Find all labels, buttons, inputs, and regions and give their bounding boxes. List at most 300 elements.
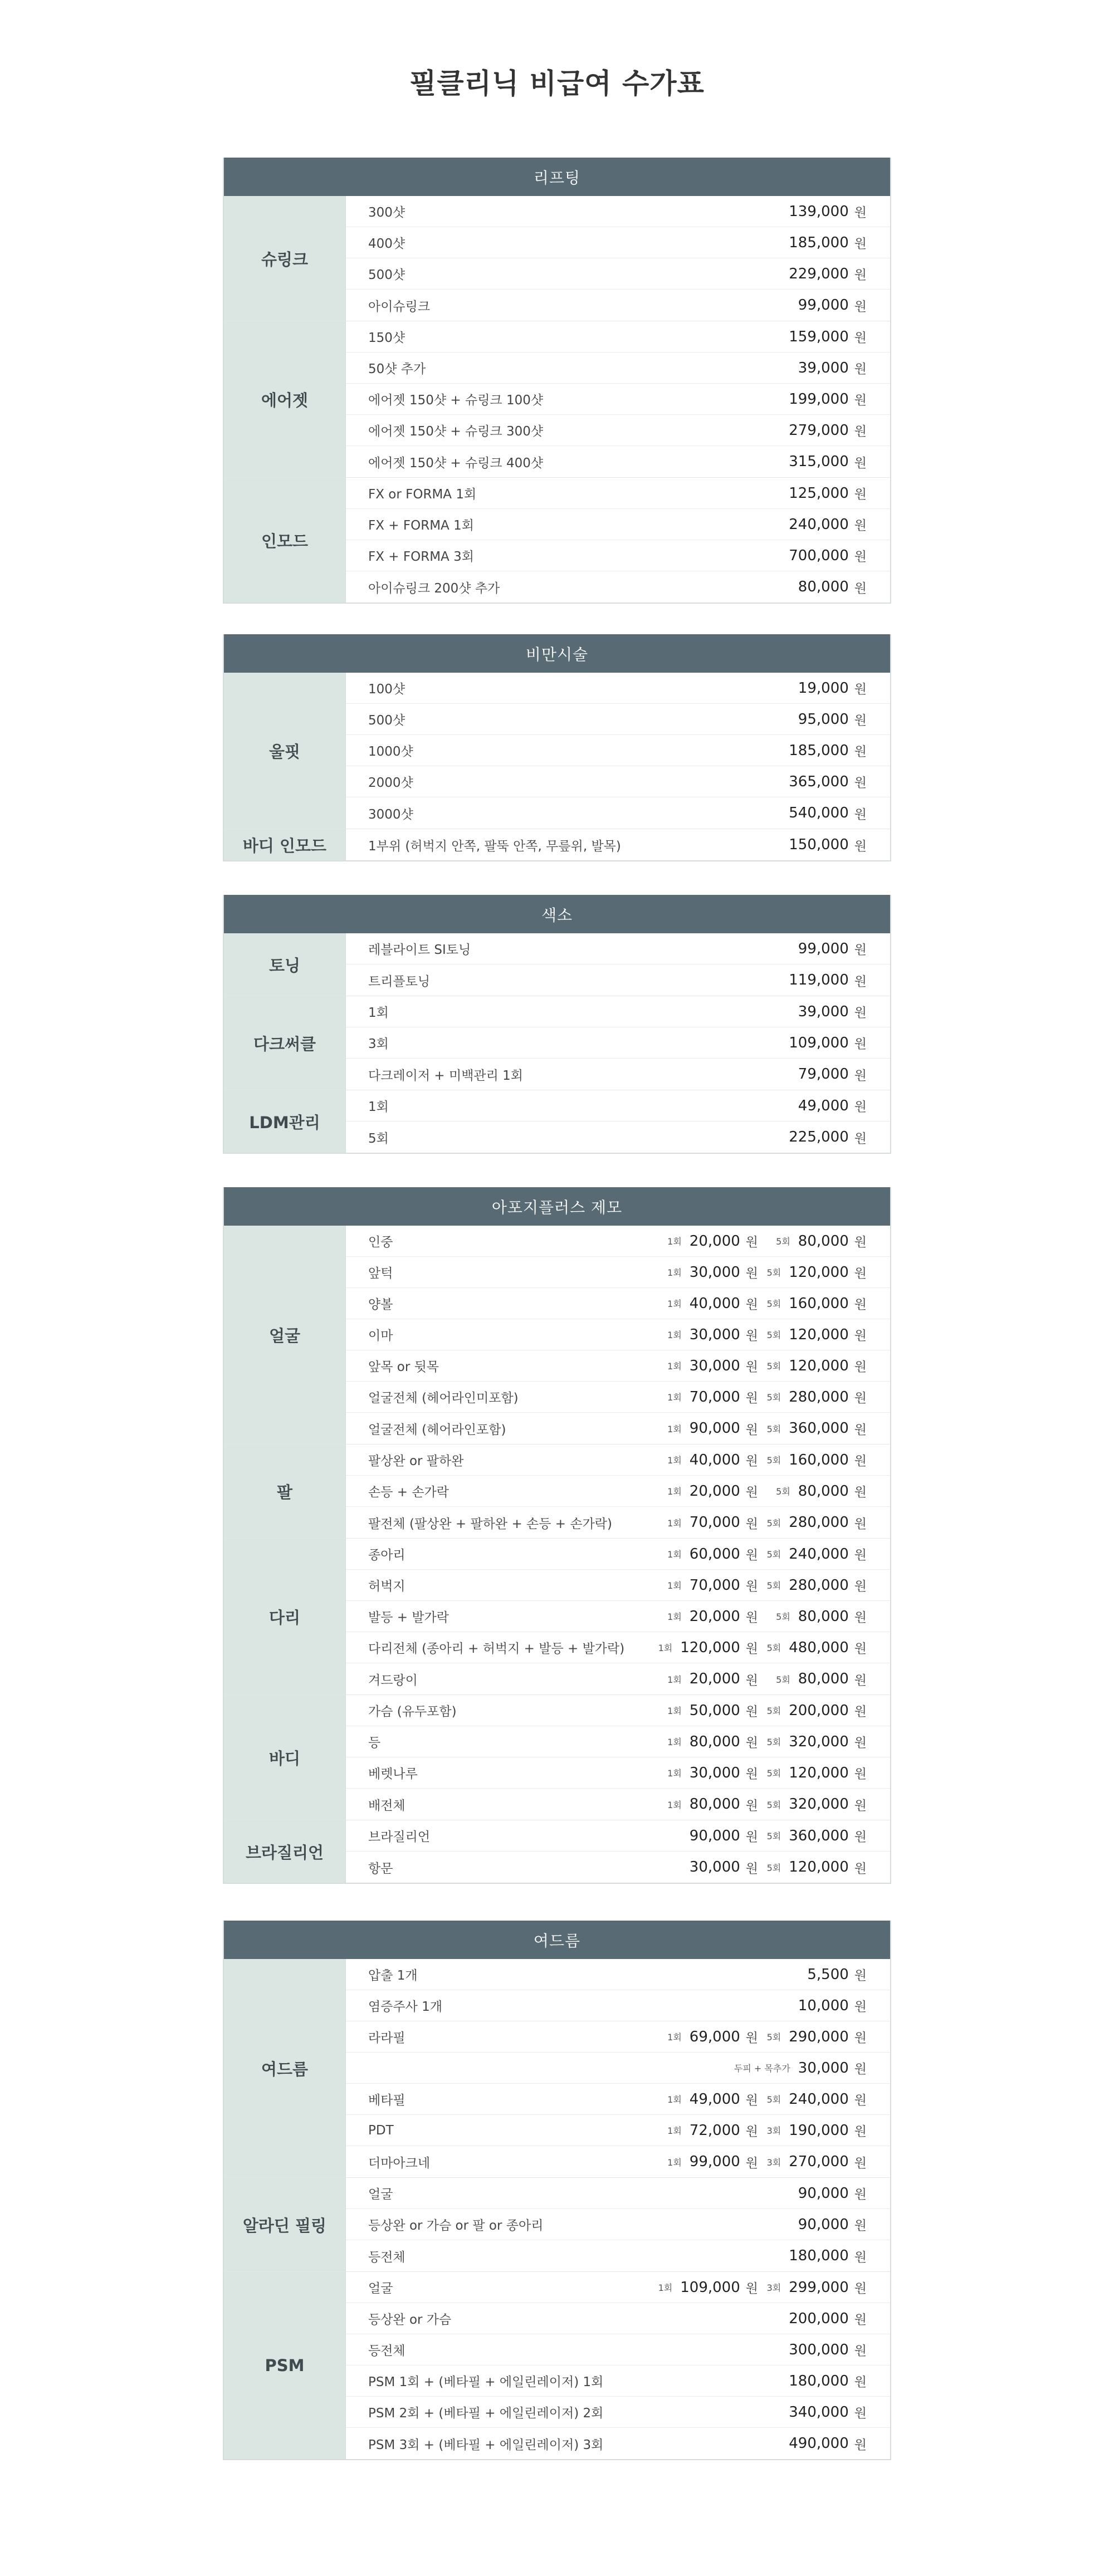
first-price bbox=[658, 1701, 758, 1720]
session-tag: 5회 bbox=[776, 1674, 790, 1685]
currency-unit: 원 bbox=[854, 682, 867, 697]
first-price bbox=[658, 1858, 758, 1877]
first-price bbox=[658, 1545, 758, 1563]
price-row bbox=[346, 766, 890, 797]
second-price bbox=[758, 1388, 867, 1406]
currency-unit: 원 bbox=[854, 1798, 867, 1813]
currency-unit: 원 bbox=[745, 2093, 758, 2108]
item-label: 500샷 bbox=[368, 268, 405, 282]
second-price bbox=[758, 1294, 867, 1313]
first-price bbox=[658, 1576, 758, 1594]
price bbox=[758, 546, 867, 565]
section-header: 비만시술 bbox=[224, 634, 890, 673]
item-label: 겨드랑이 bbox=[368, 1673, 418, 1688]
category-label: 슈링크 bbox=[224, 196, 346, 321]
item-label: 트리플토닝 bbox=[368, 974, 431, 989]
item-label: FX or FORMA 1회 bbox=[368, 487, 477, 502]
price-value: 180,000 bbox=[789, 2247, 849, 2264]
price-value: 200,000 bbox=[789, 2310, 849, 2327]
second-price bbox=[758, 2278, 867, 2296]
category-rows bbox=[346, 321, 890, 477]
price-row bbox=[346, 1601, 890, 1632]
price-value: 185,000 bbox=[789, 742, 849, 759]
category-group bbox=[224, 933, 890, 996]
currency-unit: 원 bbox=[854, 1037, 867, 1051]
currency-unit: 원 bbox=[854, 974, 867, 989]
price-row bbox=[346, 1444, 890, 1476]
price-row bbox=[346, 1539, 890, 1570]
category-rows bbox=[346, 1090, 890, 1153]
second-price bbox=[758, 1482, 867, 1500]
second-price bbox=[758, 1232, 867, 1250]
price bbox=[758, 421, 867, 439]
item-label: 손등 + 손가락 bbox=[368, 1485, 449, 1500]
item-label: 앞턱 bbox=[368, 1266, 393, 1281]
price-value: 80,000 bbox=[798, 1671, 849, 1687]
category-label: 울핏 bbox=[224, 673, 346, 829]
item-label: 1000샷 bbox=[368, 745, 413, 759]
item-label: 염증주사 1개 bbox=[368, 2000, 443, 2014]
currency-unit: 원 bbox=[854, 776, 867, 790]
category-label: 바디 bbox=[224, 1695, 346, 1820]
price-row bbox=[346, 1226, 890, 1257]
item-label: 양볼 bbox=[368, 1297, 393, 1312]
price-value: 99,000 bbox=[798, 940, 849, 957]
price-tables bbox=[223, 158, 891, 2460]
session-tag: 5회 bbox=[766, 1737, 781, 1747]
section-header: 여드름 bbox=[224, 1921, 890, 1959]
price bbox=[758, 1128, 867, 1147]
price bbox=[758, 2215, 867, 2234]
category-group bbox=[224, 1539, 890, 1695]
session-tag: 3회 bbox=[766, 2157, 781, 2168]
session-tag: 5회 bbox=[766, 1455, 781, 1466]
session-tag: 1회 bbox=[667, 1236, 682, 1247]
price-value: 480,000 bbox=[789, 1639, 849, 1656]
price-row bbox=[346, 2146, 890, 2177]
price-value: 280,000 bbox=[789, 1388, 849, 1405]
price-row bbox=[346, 2178, 890, 2209]
price-row bbox=[346, 1959, 890, 1990]
price-value: 300,000 bbox=[789, 2341, 849, 2358]
price-value: 360,000 bbox=[789, 1827, 849, 1844]
category-group bbox=[224, 1820, 890, 1883]
price-row bbox=[346, 996, 890, 1027]
currency-unit: 원 bbox=[854, 2250, 867, 2265]
first-price bbox=[658, 2028, 758, 2046]
session-tag: 5회 bbox=[776, 1612, 790, 1622]
session-tag: 5회 bbox=[766, 1330, 781, 1340]
section-header: 리프팅 bbox=[224, 158, 890, 196]
price-row bbox=[346, 258, 890, 290]
category-rows bbox=[346, 1226, 890, 1444]
price-value: 39,000 bbox=[798, 359, 849, 376]
currency-unit: 원 bbox=[854, 2031, 867, 2045]
price-value: 39,000 bbox=[798, 1003, 849, 1020]
price-value: 159,000 bbox=[789, 328, 849, 345]
second-price bbox=[758, 1795, 867, 1814]
currency-unit: 원 bbox=[854, 2344, 867, 2358]
price-value: 280,000 bbox=[789, 1514, 849, 1531]
currency-unit: 원 bbox=[854, 1705, 867, 1719]
currency-unit: 원 bbox=[745, 1391, 758, 1405]
second-price bbox=[758, 1419, 867, 1438]
price-row bbox=[346, 1413, 890, 1444]
price-row bbox=[346, 2428, 890, 2459]
category-group bbox=[224, 673, 890, 829]
category-group bbox=[224, 1695, 890, 1820]
second-price bbox=[758, 1607, 867, 1625]
price-value: 109,000 bbox=[789, 1034, 849, 1051]
item-label: 발등 + 발가락 bbox=[368, 1610, 449, 1625]
first-price bbox=[658, 1388, 758, 1406]
session-tag: 5회 bbox=[766, 1361, 781, 1372]
second-price bbox=[758, 1545, 867, 1563]
currency-unit: 원 bbox=[854, 2093, 867, 2108]
item-label: 앞목 or 뒷목 bbox=[368, 1360, 439, 1374]
currency-unit: 원 bbox=[854, 1068, 867, 1083]
category-rows bbox=[346, 1695, 890, 1820]
session-tag: 5회 bbox=[766, 1580, 781, 1591]
item-label: 100샷 bbox=[368, 682, 405, 697]
session-tag: 1회 bbox=[658, 2283, 673, 2293]
item-label: 3000샷 bbox=[368, 807, 413, 822]
price-row bbox=[346, 1507, 890, 1538]
price bbox=[758, 836, 867, 854]
price-value: 120,000 bbox=[789, 1263, 849, 1281]
item-label: 아이슈링크 bbox=[368, 299, 431, 314]
category-group bbox=[224, 829, 890, 860]
session-tag: 1회 bbox=[667, 1330, 682, 1340]
currency-unit: 원 bbox=[854, 1235, 867, 1250]
item-label: 얼굴전체 (헤어라인포함) bbox=[368, 1422, 506, 1437]
price-value: 240,000 bbox=[789, 1545, 849, 1563]
price-value: 320,000 bbox=[789, 1796, 849, 1813]
category-label: 여드름 bbox=[224, 1959, 346, 2177]
price-row bbox=[346, 1820, 890, 1852]
price bbox=[758, 2247, 867, 2265]
item-label: 팔전체 (팔상완 + 팔하완 + 손등 + 손가락) bbox=[368, 1516, 612, 1531]
currency-unit: 원 bbox=[745, 1297, 758, 1312]
price-value: 95,000 bbox=[798, 711, 849, 728]
currency-unit: 원 bbox=[854, 1610, 867, 1625]
item-label: FX + FORMA 3회 bbox=[368, 550, 474, 564]
currency-unit: 원 bbox=[854, 2281, 867, 2296]
currency-unit: 원 bbox=[854, 1329, 867, 1343]
category-rows bbox=[346, 2178, 890, 2271]
currency-unit: 원 bbox=[745, 1861, 758, 1876]
price-row bbox=[346, 2115, 890, 2146]
price-value: 30,000 bbox=[689, 1764, 740, 1781]
currency-unit: 원 bbox=[745, 1610, 758, 1625]
currency-unit: 원 bbox=[854, 205, 867, 220]
session-tag: 1회 bbox=[667, 1455, 682, 1466]
price-row bbox=[346, 2366, 890, 2397]
price-value: 540,000 bbox=[789, 805, 849, 821]
price-row bbox=[346, 1090, 890, 1122]
session-tag: 1회 bbox=[667, 1799, 682, 1810]
category-rows bbox=[346, 1539, 890, 1695]
category-rows bbox=[346, 1820, 890, 1883]
price-section bbox=[223, 1921, 891, 2460]
item-label: 300샷 bbox=[368, 205, 405, 220]
session-tag: 5회 bbox=[776, 1236, 790, 1247]
item-label: 인중 bbox=[368, 1235, 393, 1250]
currency-unit: 원 bbox=[745, 1579, 758, 1594]
first-price bbox=[658, 1294, 758, 1313]
item-label: 400샷 bbox=[368, 237, 405, 251]
session-tag: 1회 bbox=[667, 1737, 682, 1747]
price-row bbox=[346, 1757, 890, 1789]
currency-unit: 원 bbox=[745, 2031, 758, 2045]
price-row bbox=[346, 1350, 890, 1382]
price bbox=[758, 804, 867, 822]
session-tag: 두피 + 목추가 bbox=[734, 2063, 790, 2074]
price-row bbox=[346, 964, 890, 996]
price-value: 30,000 bbox=[689, 1263, 740, 1281]
second-price bbox=[758, 1638, 867, 1657]
session-tag: 3회 bbox=[766, 2126, 781, 2136]
currency-unit: 원 bbox=[745, 1642, 758, 1656]
price bbox=[758, 1996, 867, 2015]
item-label: 얼굴전체 (헤어라인미포함) bbox=[368, 1391, 519, 1405]
category-group bbox=[224, 2272, 890, 2459]
price bbox=[758, 2372, 867, 2390]
item-label: 등상완 or 가슴 bbox=[368, 2313, 452, 2327]
price-value: 270,000 bbox=[789, 2153, 849, 2170]
category-rows bbox=[346, 1444, 890, 1538]
session-tag: 5회 bbox=[766, 1831, 781, 1842]
currency-unit: 원 bbox=[854, 1297, 867, 1312]
price-row bbox=[346, 1319, 890, 1350]
price-value: 160,000 bbox=[789, 1451, 849, 1468]
category-group bbox=[224, 196, 890, 321]
price-section bbox=[223, 1187, 891, 1884]
price bbox=[758, 453, 867, 471]
price-value: 290,000 bbox=[789, 2028, 849, 2045]
price-value: 20,000 bbox=[689, 1482, 740, 1500]
second-price bbox=[758, 1858, 867, 1877]
item-label: PSM 3회 + (베타필 + 에일린레이저) 3회 bbox=[368, 2437, 604, 2452]
currency-unit: 원 bbox=[854, 2187, 867, 2202]
first-price bbox=[658, 1263, 758, 1281]
price-row bbox=[346, 1726, 890, 1757]
currency-unit: 원 bbox=[854, 2406, 867, 2421]
price bbox=[758, 359, 867, 377]
currency-unit: 원 bbox=[854, 550, 867, 564]
session-tag: 1회 bbox=[667, 1423, 682, 1434]
session-tag: 1회 bbox=[667, 2032, 682, 2043]
category-label: 에어젯 bbox=[224, 321, 346, 477]
price-value: 80,000 bbox=[689, 1733, 740, 1750]
first-price bbox=[658, 2121, 758, 2139]
price-value: 20,000 bbox=[689, 1671, 740, 1687]
category-label: PSM bbox=[224, 2272, 346, 2459]
price-value: 700,000 bbox=[789, 547, 849, 564]
session-tag: 1회 bbox=[667, 1768, 682, 1779]
session-tag: 5회 bbox=[766, 1799, 781, 1810]
currency-unit: 원 bbox=[854, 807, 867, 822]
first-price bbox=[658, 2090, 758, 2108]
item-label: 팔상완 or 팔하완 bbox=[368, 1454, 464, 1468]
price-value: 70,000 bbox=[689, 1514, 740, 1531]
item-label: 등전체 bbox=[368, 2250, 405, 2265]
currency-unit: 원 bbox=[854, 745, 867, 759]
currency-unit: 원 bbox=[854, 362, 867, 376]
session-tag: 1회 bbox=[667, 2094, 682, 2105]
item-label: 에어젯 150샷 + 슈링크 400샷 bbox=[368, 456, 544, 471]
session-tag: 1회 bbox=[667, 1392, 682, 1403]
item-label: 등 bbox=[368, 1736, 381, 1750]
currency-unit: 원 bbox=[854, 2062, 867, 2077]
session-tag: 1회 bbox=[667, 2126, 682, 2136]
first-price bbox=[658, 1482, 758, 1500]
price-value: 120,000 bbox=[789, 1326, 849, 1343]
first-price bbox=[658, 1607, 758, 1625]
price-row bbox=[346, 2053, 890, 2084]
first-price bbox=[658, 1232, 758, 1250]
session-tag: 1회 bbox=[667, 1517, 682, 1529]
category-group bbox=[224, 1090, 890, 1153]
price-value: 72,000 bbox=[689, 2122, 740, 2139]
category-rows bbox=[346, 996, 890, 1090]
currency-unit: 원 bbox=[854, 2156, 867, 2171]
currency-unit: 원 bbox=[854, 581, 867, 596]
price-value: 90,000 bbox=[798, 2185, 849, 2202]
session-tag: 1회 bbox=[667, 1549, 682, 1560]
item-label: PSM 2회 + (베타필 + 에일린레이저) 2회 bbox=[368, 2406, 604, 2421]
session-tag: 1회 bbox=[667, 1674, 682, 1685]
category-rows bbox=[346, 673, 890, 829]
item-label: 아이슈링크 200샷 추가 bbox=[368, 581, 500, 596]
item-label: 가슴 (유두포함) bbox=[368, 1705, 457, 1719]
price bbox=[758, 1034, 867, 1052]
item-label: 얼굴 bbox=[368, 2281, 393, 2296]
item-label: 다리전체 (종아리 + 허벅지 + 발등 + 발가락) bbox=[368, 1642, 625, 1656]
price-row bbox=[346, 2084, 890, 2115]
item-label: 3회 bbox=[368, 1037, 389, 1051]
price-value: 225,000 bbox=[789, 1129, 849, 1145]
price bbox=[758, 265, 867, 283]
price-value: 90,000 bbox=[689, 1827, 740, 1844]
item-label: 1회 bbox=[368, 1006, 389, 1020]
category-label: 바디 인모드 bbox=[224, 829, 346, 860]
price bbox=[758, 2309, 867, 2328]
price-value: 49,000 bbox=[798, 1097, 849, 1114]
price-value: 40,000 bbox=[689, 1295, 740, 1312]
price-value: 10,000 bbox=[798, 1997, 849, 2014]
session-tag: 5회 bbox=[766, 1267, 781, 1278]
item-label: PSM 1회 + (베타필 + 에일린레이저) 1회 bbox=[368, 2375, 604, 2389]
price-value: 30,000 bbox=[798, 2059, 849, 2077]
category-label: 팔 bbox=[224, 1444, 346, 1538]
second-price bbox=[758, 1451, 867, 1469]
currency-unit: 원 bbox=[854, 237, 867, 251]
price-value: 109,000 bbox=[680, 2279, 740, 2296]
price-value: 240,000 bbox=[789, 516, 849, 533]
currency-unit: 원 bbox=[745, 1329, 758, 1343]
first-price bbox=[658, 2153, 758, 2171]
item-label: 베렛나루 bbox=[368, 1767, 418, 1781]
price-value: 315,000 bbox=[789, 453, 849, 470]
price-row bbox=[346, 2240, 890, 2271]
price-row bbox=[346, 704, 890, 735]
category-label: 다크써클 bbox=[224, 996, 346, 1090]
price-row bbox=[346, 673, 890, 704]
price bbox=[758, 1096, 867, 1115]
session-tag: 5회 bbox=[766, 1862, 781, 1873]
price-section bbox=[223, 634, 891, 861]
price-value: 90,000 bbox=[798, 2216, 849, 2233]
price-value: 19,000 bbox=[798, 679, 849, 697]
price bbox=[758, 679, 867, 697]
category-group bbox=[224, 1444, 890, 1539]
currency-unit: 원 bbox=[745, 1516, 758, 1531]
category-rows bbox=[346, 933, 890, 996]
price-row bbox=[346, 509, 890, 540]
category-rows bbox=[346, 1959, 890, 2177]
price-row bbox=[346, 797, 890, 829]
price-value: 120,000 bbox=[789, 1357, 849, 1374]
second-price bbox=[758, 1670, 867, 1688]
item-label: 종아리 bbox=[368, 1548, 405, 1563]
price-value: 125,000 bbox=[789, 484, 849, 502]
price-value: 49,000 bbox=[689, 2090, 740, 2108]
price-value: 30,000 bbox=[689, 1326, 740, 1343]
second-price bbox=[758, 1764, 867, 1782]
item-label: 1부위 (허벅지 안쪽, 팔뚝 안쪽, 무릎위, 발목) bbox=[368, 839, 621, 854]
item-label: 이마 bbox=[368, 1329, 393, 1343]
second-price bbox=[758, 2028, 867, 2046]
price-value: 490,000 bbox=[789, 2435, 849, 2452]
session-tag: 1회 bbox=[658, 1643, 673, 1653]
price bbox=[758, 741, 867, 760]
price-value: 199,000 bbox=[789, 390, 849, 408]
second-price bbox=[758, 1732, 867, 1751]
price-row bbox=[346, 2303, 890, 2334]
section-header: 아포지플러스 제모 bbox=[224, 1187, 890, 1226]
item-label: 얼굴 bbox=[368, 2187, 393, 2202]
price-row bbox=[346, 1789, 890, 1820]
price-row bbox=[346, 196, 890, 227]
price bbox=[758, 296, 867, 315]
second-price bbox=[734, 2059, 867, 2077]
currency-unit: 원 bbox=[854, 1266, 867, 1281]
session-tag: 5회 bbox=[766, 1423, 781, 1434]
price-row bbox=[346, 1990, 890, 2021]
price-value: 60,000 bbox=[689, 1545, 740, 1563]
currency-unit: 원 bbox=[854, 456, 867, 471]
item-label: 항문 bbox=[368, 1861, 393, 1876]
session-tag: 5회 bbox=[766, 2094, 781, 2105]
price-row bbox=[346, 1382, 890, 1413]
category-label: 다리 bbox=[224, 1539, 346, 1695]
currency-unit: 원 bbox=[854, 1006, 867, 1020]
currency-unit: 원 bbox=[854, 1485, 867, 1500]
category-group bbox=[224, 321, 890, 478]
price-value: 119,000 bbox=[789, 972, 849, 988]
first-price bbox=[658, 2278, 758, 2296]
price bbox=[758, 578, 867, 596]
currency-unit: 원 bbox=[854, 1548, 867, 1563]
currency-unit: 원 bbox=[745, 1767, 758, 1781]
currency-unit: 원 bbox=[745, 1266, 758, 1281]
price-value: 200,000 bbox=[789, 1702, 849, 1719]
category-rows bbox=[346, 829, 890, 860]
currency-unit: 원 bbox=[745, 2124, 758, 2139]
session-tag: 1회 bbox=[667, 1299, 682, 1309]
session-tag: 1회 bbox=[667, 1486, 682, 1497]
